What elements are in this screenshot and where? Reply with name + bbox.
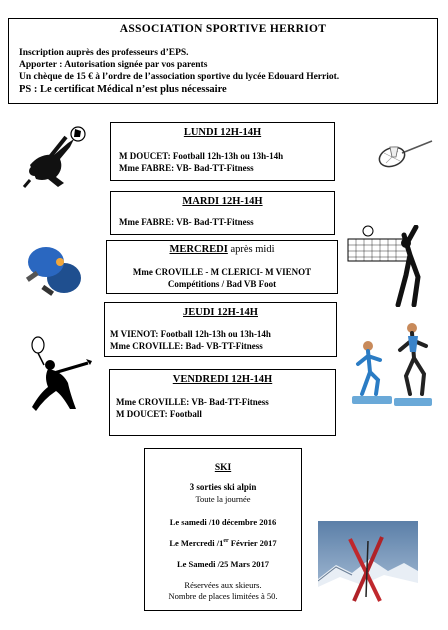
day-title [107,244,337,255]
ski-subtitle-2: Toute la journée [195,494,251,504]
ski-date-text: Le samedi /10 décembre 2016 [169,517,277,527]
header-line-3: Un chèque de 15 € à l’ordre de l’association sportive du lycée Edouard Herriot. [19,72,340,82]
day-title-suffix: après midi [227,244,275,255]
day-title: JEUDI 12H-14H [183,307,258,318]
header-line-1: Inscription auprès des professeurs d’EPS. [19,48,189,58]
ski-note: Nombre de places limitées à 50. [168,591,278,601]
fitness-step-image [352,320,434,412]
ski-title: SKI [214,463,232,473]
ski-date-sup: er [223,538,229,545]
day-line: Mme CROVILLE: VB- Bad-TT-Fitness [116,397,269,407]
ski-date [145,538,301,548]
header-ps: PS : Le certificat Médical n’est plus nécessaire [19,84,227,95]
day-line: M VIENOT: Football 12h-13h ou 13h-14h [110,329,271,339]
day-title: MARDI 12H-14H [182,196,263,207]
header-line-2: Apporter : Autorisation signée par vos parents [19,60,208,70]
schedule-mercredi [106,240,338,294]
schedule-vendredi [109,369,336,436]
day-title: VENDREDI 12H-14H [172,374,273,385]
day-line: M DOUCET: Football 12h-13h ou 13h-14h [119,151,284,161]
ski-date [145,517,301,527]
day-title: LUNDI 12H-14H [183,127,262,138]
day-line: Mme CROVILLE: Bad- VB-TT-Fitness [110,341,263,351]
ski-box [144,448,302,611]
day-title-main: MERCREDI [169,244,228,255]
header-box [8,18,438,104]
day-line: Mme FABRE: VB- Bad-TT-Fitness [119,163,254,173]
day-line: Compétitions / Bad VB Foot [167,279,277,289]
ski-date-text: Février 2017 [228,538,277,548]
ping-pong-paddles-image [20,242,86,302]
day-line: M DOUCET: Football [116,409,202,419]
day-line: Mme CROVILLE - M CLERICI- M VIENOT [132,267,312,277]
ski-note: Réservées aux skieurs. [184,580,262,590]
schedule-jeudi [104,302,337,357]
schedule-mardi [110,191,335,235]
football-player-image [20,125,88,195]
schedule-lundi [110,122,335,181]
day-line: Mme FABRE: VB- Bad-TT-Fitness [119,217,254,227]
ski-date-text: Le Mercredi /1 [169,538,224,548]
ski-date [145,559,301,569]
ski-date-text: Le Samedi /25 Mars 2017 [176,559,270,569]
header-title: ASSOCIATION SPORTIVE HERRIOT [119,23,327,35]
badminton-racket-image [372,135,434,175]
badminton-player-image [14,335,94,413]
ski-subtitle: 3 sorties ski alpin [189,482,257,492]
volleyball-player-image [346,225,436,307]
ski-photo [318,521,418,611]
